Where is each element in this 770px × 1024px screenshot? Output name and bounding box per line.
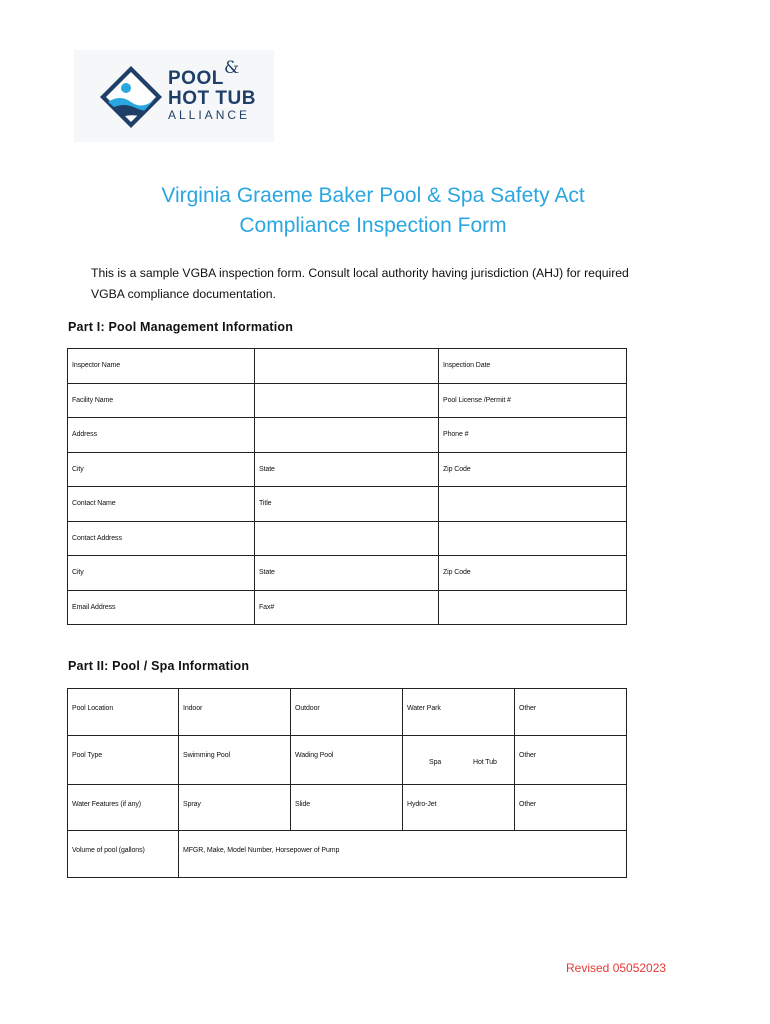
hot-tub-option[interactable]: Hot Tub bbox=[473, 759, 497, 766]
pool-spa-info-table bbox=[67, 688, 627, 878]
table-row bbox=[68, 418, 627, 453]
water-park-option[interactable]: Water Park bbox=[403, 689, 515, 736]
table-row bbox=[68, 521, 627, 556]
facility-name-field[interactable] bbox=[255, 383, 439, 418]
title-field[interactable]: Title bbox=[255, 487, 439, 522]
water-features-label: Water Features (if any) bbox=[68, 785, 179, 831]
inspector-name-label: Inspector Name bbox=[68, 349, 255, 384]
location-other-option[interactable]: Other bbox=[515, 689, 627, 736]
phone-field[interactable]: Phone # bbox=[439, 418, 627, 453]
volume-label: Volume of pool (gallons) bbox=[68, 831, 179, 878]
contact-state-field[interactable]: State bbox=[255, 556, 439, 591]
intro-paragraph: This is a sample VGBA inspection form. Consult local authority having jurisdiction (AHJ) for required VGBA compliance documentation. bbox=[91, 266, 629, 301]
state-field[interactable]: State bbox=[255, 452, 439, 487]
table-row bbox=[68, 831, 627, 878]
swimming-pool-option[interactable]: Swimming Pool bbox=[179, 736, 291, 785]
spray-option[interactable]: Spray bbox=[179, 785, 291, 831]
pool-type-label: Pool Type bbox=[68, 736, 179, 785]
table-row bbox=[68, 590, 627, 625]
facility-name-label: Facility Name bbox=[68, 383, 255, 418]
spa-hot-tub-cell bbox=[403, 736, 515, 785]
form-title-line2: Compliance Inspection Form bbox=[239, 214, 507, 237]
spa-option[interactable]: Spa bbox=[429, 759, 442, 766]
pump-details-field[interactable]: MFGR, Make, Model Number, Horsepower of Pump bbox=[179, 831, 627, 878]
blank-cell[interactable] bbox=[439, 590, 627, 625]
contact-address-field-2[interactable] bbox=[439, 521, 627, 556]
contact-address-field[interactable] bbox=[255, 521, 439, 556]
zip-code-field[interactable]: Zip Code bbox=[439, 452, 627, 487]
indoor-option[interactable]: Indoor bbox=[179, 689, 291, 736]
type-other-option[interactable]: Other bbox=[515, 736, 627, 785]
table-row bbox=[68, 785, 627, 831]
contact-address-label: Contact Address bbox=[68, 521, 255, 556]
outdoor-option[interactable]: Outdoor bbox=[291, 689, 403, 736]
inspection-date-field[interactable]: Inspection Date bbox=[439, 349, 627, 384]
pool-hot-tub-alliance-logo: POOL & HOT TUB ALLIANCE bbox=[74, 50, 274, 142]
contact-zip-code-field[interactable]: Zip Code bbox=[439, 556, 627, 591]
pool-location-label: Pool Location bbox=[68, 689, 179, 736]
logo-diamond-icon bbox=[98, 64, 164, 130]
pool-license-field[interactable]: Pool License /Permit # bbox=[439, 383, 627, 418]
table-row bbox=[68, 452, 627, 487]
form-title-line1: Virginia Graeme Baker Pool & Spa Safety Act bbox=[161, 184, 585, 207]
part1-heading: Part I: Pool Management Information bbox=[68, 320, 294, 334]
table-row bbox=[68, 556, 627, 591]
address-field[interactable] bbox=[255, 418, 439, 453]
table-row bbox=[68, 689, 627, 736]
hydro-jet-option[interactable]: Hydro-Jet bbox=[403, 785, 515, 831]
city-field[interactable]: City bbox=[68, 452, 255, 487]
features-other-option[interactable]: Other bbox=[515, 785, 627, 831]
management-info-table bbox=[67, 348, 627, 625]
inspector-name-field[interactable] bbox=[255, 349, 439, 384]
address-label: Address bbox=[68, 418, 255, 453]
contact-city-field[interactable]: City bbox=[68, 556, 255, 591]
revised-date: Revised 05052023 bbox=[566, 961, 667, 975]
email-address-field[interactable]: Email Address bbox=[68, 590, 255, 625]
blank-cell[interactable] bbox=[439, 487, 627, 522]
table-row bbox=[68, 349, 627, 384]
table-row bbox=[68, 487, 627, 522]
table-row bbox=[68, 383, 627, 418]
part2-heading: Part II: Pool / Spa Information bbox=[68, 659, 250, 673]
wading-pool-option[interactable]: Wading Pool bbox=[291, 736, 403, 785]
slide-option[interactable]: Slide bbox=[291, 785, 403, 831]
contact-name-field[interactable]: Contact Name bbox=[68, 487, 255, 522]
fax-field[interactable]: Fax# bbox=[255, 590, 439, 625]
table-row bbox=[68, 736, 627, 785]
